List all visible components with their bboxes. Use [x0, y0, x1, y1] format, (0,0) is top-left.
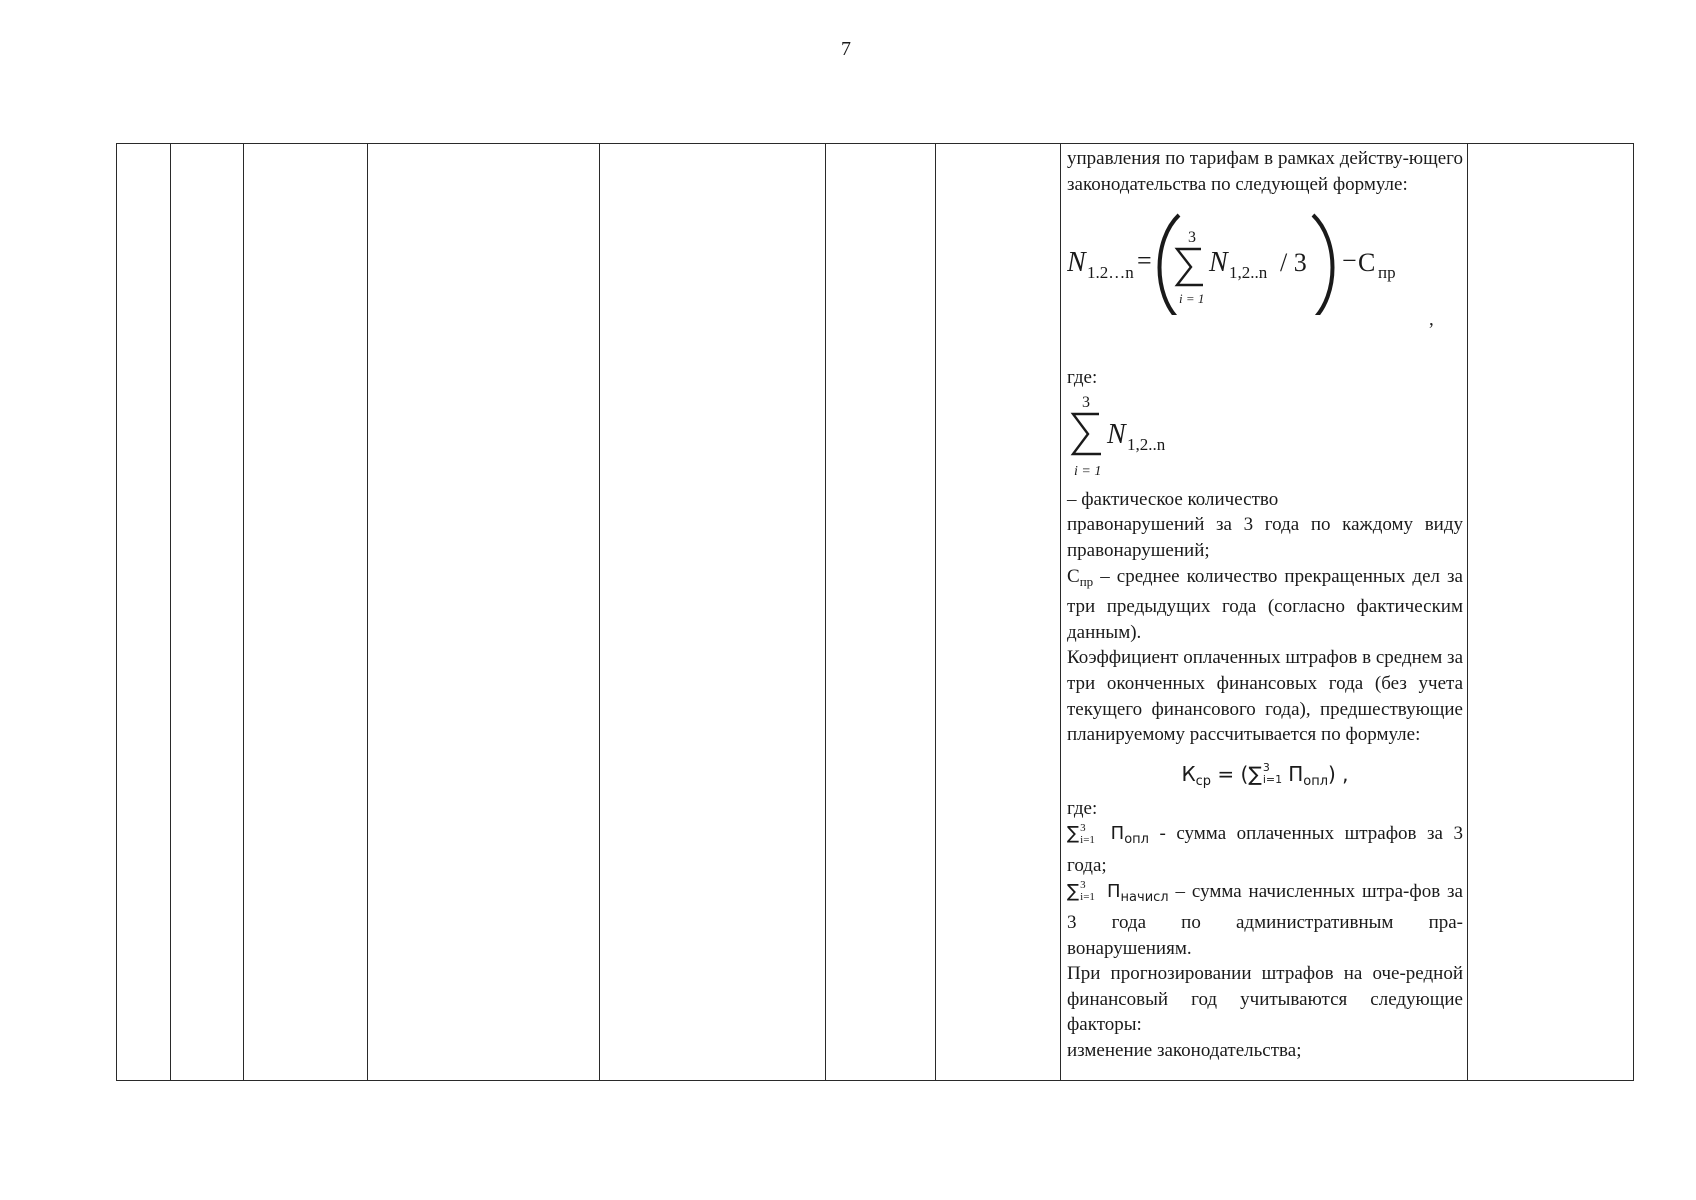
table-column-divider	[935, 144, 936, 1080]
sigma-shape	[1073, 414, 1101, 454]
sum-def-sub: 1,2..n	[1127, 434, 1166, 454]
sum-lower-limit: i = 1	[1179, 291, 1205, 307]
formula-divisor: / 3	[1280, 248, 1307, 278]
ksr-lower: i=1	[1262, 773, 1283, 787]
c-definition-text: – среднее количество прекращенных дел за три предыдущих года (согласно фактическим данным).	[1067, 565, 1463, 643]
accrued-text: – сумма начисленных штра-фов за 3 года по административным пра-вонарушениям.	[1067, 880, 1463, 959]
paragraph-forecast: При прогнозировании штрафов на оче-редной финансовый год учитываются следующие факторы:	[1067, 963, 1463, 1036]
accrued-term-sub: начисл	[1120, 889, 1169, 905]
sum-upper-limit: 3	[1188, 229, 1196, 247]
paragraph-c-definition	[1067, 564, 1463, 646]
formula-ksr	[1067, 762, 1463, 796]
formula-minus: −	[1342, 246, 1357, 276]
accrued-sigma: ∑	[1067, 880, 1080, 902]
accrued-limits	[1079, 879, 1099, 904]
table-column-divider	[243, 144, 244, 1080]
paragraph-actual-count: – фактическое количество	[1067, 488, 1279, 510]
left-paren-shape	[1160, 215, 1180, 315]
paragraph-coefficient: Коэффициент оплаченных штрафов в среднем за три оконченных финансовых года (без учета текущего финансового года), предшествующие планируемому рассчитывается по формуле:	[1067, 647, 1463, 746]
table-column-divider	[825, 144, 826, 1080]
sum-def-symbol: N	[1107, 418, 1126, 450]
paid-upper: 3	[1080, 821, 1086, 834]
c-symbol: С	[1067, 565, 1080, 587]
ksr-open-paren: (	[1240, 761, 1249, 786]
paid-lower: i=1	[1080, 833, 1095, 846]
paid-limits	[1079, 821, 1099, 846]
formula-n-block	[1067, 197, 1463, 365]
right-paren-shape	[1313, 215, 1333, 315]
ksr-lhs-sub: ср	[1195, 773, 1212, 789]
table-column-divider	[367, 144, 368, 1080]
paid-text: - сумма оплаченных штрафов за 3 года;	[1067, 823, 1463, 876]
formula-n	[1067, 205, 1467, 315]
where-label: где:	[1067, 367, 1098, 389]
sum-def-upper-limit: 3	[1082, 393, 1090, 411]
page-number: 7	[841, 38, 851, 60]
sigma-shape	[1177, 249, 1203, 285]
table-column-divider	[1467, 144, 1468, 1080]
table-column-divider	[170, 144, 171, 1080]
accrued-upper: 3	[1080, 879, 1086, 892]
sum-definition	[1067, 391, 1463, 487]
ksr-upper: 3	[1262, 761, 1270, 775]
ksr-close-paren: )	[1328, 761, 1336, 786]
ksr-lhs: К	[1181, 761, 1196, 786]
sum-def-lower-limit: i = 1	[1074, 463, 1102, 479]
sum-formula	[1067, 391, 1237, 481]
formula-trailing-comma: ,	[1429, 309, 1434, 331]
formula-lhs-symbol: N	[1067, 247, 1086, 279]
formula-term-symbol: N	[1209, 247, 1228, 279]
ksr-comma: ,	[1335, 761, 1349, 786]
description-cell	[1061, 144, 1467, 1080]
ksr-equals: =	[1211, 761, 1241, 786]
paragraph-accrued-sum	[1067, 879, 1463, 962]
where-label-2: где:	[1067, 797, 1098, 819]
ksr-term-sub: опл	[1303, 773, 1329, 789]
document-table	[116, 143, 1634, 1081]
ksr-term: П	[1281, 761, 1304, 786]
formula-c-symbol: С	[1358, 248, 1376, 278]
table-column-divider	[599, 144, 600, 1080]
ksr-limits	[1262, 761, 1283, 787]
paid-term-sub: опл	[1124, 832, 1149, 848]
accrued-term: П	[1099, 880, 1121, 902]
formula-lhs-sub: 1.2…n	[1087, 263, 1134, 283]
accrued-lower: i=1	[1080, 891, 1095, 904]
formula-term-sub: 1,2..n	[1229, 263, 1268, 283]
ksr-sigma: ∑	[1248, 761, 1262, 786]
paid-term: П	[1099, 823, 1125, 845]
c-subscript: пр	[1079, 573, 1094, 589]
paragraph-legislation-change: изменение законодательства;	[1067, 1040, 1302, 1062]
paragraph-intro: управления по тарифам в рамках действу-ющего законодательства по следующей формуле:	[1067, 148, 1463, 195]
formula-equals: =	[1137, 246, 1152, 276]
paragraph-offences: правонарушений за 3 года по каждому виду правонарушений;	[1067, 514, 1463, 561]
paragraph-paid-sum	[1067, 821, 1463, 878]
paid-sigma: ∑	[1067, 823, 1080, 845]
formula-c-sub: пр	[1378, 263, 1396, 283]
